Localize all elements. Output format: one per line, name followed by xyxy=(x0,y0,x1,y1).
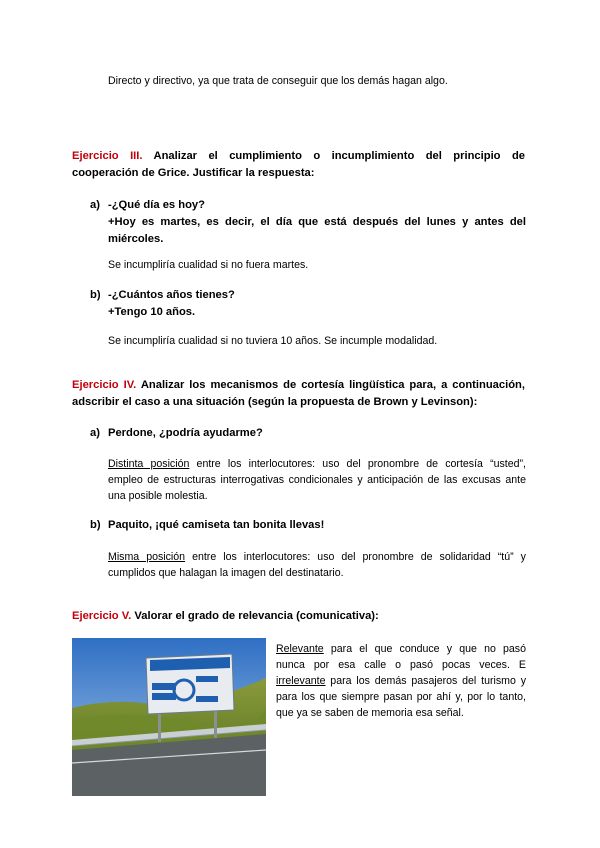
ex4-label: Ejercicio IV. xyxy=(72,379,137,391)
ex4-item-b-l1: entre los interlocutores: uso del pronombre de solidaridad “tú” y xyxy=(185,551,526,563)
ex5-l4: para los que siempre pasan por ahí y, por lo tanto, xyxy=(276,691,526,703)
ex3-item-a-comment: Se incumpliría cualidad si no fuera martes. xyxy=(108,259,309,271)
ex3-item-a-marker: a) xyxy=(90,199,100,211)
ex4-item-a-underlined: Distinta posición xyxy=(108,458,190,470)
ex4-item-b xyxy=(90,517,324,534)
ex3-item-b xyxy=(90,287,526,321)
road-sign-photo xyxy=(72,638,266,796)
ex4-item-a-text xyxy=(108,456,526,504)
ex5-l5: que ya se saben de memoria esa señal. xyxy=(276,707,464,719)
ex3-item-a-question: -¿Qué día es hoy? xyxy=(108,199,205,211)
ex3-label: Ejercicio III. xyxy=(72,150,143,162)
ex4-heading xyxy=(72,377,525,394)
ex5-label: Ejercicio V. xyxy=(72,610,132,622)
ex5-heading xyxy=(72,608,379,625)
ex3-item-b-question: -¿Cuántos años tienes? xyxy=(108,289,235,301)
ex5-title: Valorar el grado de relevancia (comunicativa): xyxy=(131,610,379,622)
road-sign-illustration xyxy=(72,638,266,796)
ex4-item-a-marker: a) xyxy=(90,427,100,439)
intro-line: Directo y directivo, ya que trata de conseguir que los demás hagan algo. xyxy=(108,75,448,87)
ex4-item-b-question: Paquito, ¡qué camiseta tan bonita llevas! xyxy=(108,519,325,531)
ex5-text xyxy=(276,641,526,721)
ex5-irrelevante: irrelevante xyxy=(276,675,326,687)
ex3-item-a-answer-l1: +Hoy es martes, es decir, el día que está después del lunes y antes del xyxy=(108,216,526,228)
ex3-title-l2: cooperación de Grice. Justificar la respuesta: xyxy=(72,167,315,179)
ex3-item-b-comment: Se incumpliría cualidad si no tuviera 10 años. Se incumple modalidad. xyxy=(108,335,438,347)
ex5-l1: para el que conduce y que no pasó xyxy=(323,643,526,655)
ex4-item-b-l2: cumplidos que halagan la imagen del destinatario. xyxy=(108,567,344,579)
ex4-item-b-underlined: Misma posición xyxy=(108,551,186,563)
ex3-heading xyxy=(72,148,525,165)
ex4-item-a xyxy=(90,425,263,442)
ex4-title-l1: Analizar los mecanismos de cortesía lingüística para, a continuación, xyxy=(136,379,525,391)
ex5-l2: nunca por esa calle o pasó pocas veces. E xyxy=(276,659,526,671)
ex4-title-l2: adscribir el caso a una situación (según la propuesta de Brown y Levinson): xyxy=(72,396,478,408)
ex4-item-b-text xyxy=(108,549,526,581)
ex3-title-l1: Analizar el cumplimiento o incumplimiento del principio de xyxy=(142,150,525,162)
ex4-item-b-marker: b) xyxy=(90,519,101,531)
ex3-item-b-answer: +Tengo 10 años. xyxy=(108,306,196,318)
ex4-item-a-l1: entre los interlocutores: uso del pronombre de cortesía “usted”, xyxy=(189,458,527,470)
ex3-item-a-answer-l2: miércoles. xyxy=(108,233,164,245)
ex5-relevante: Relevante xyxy=(276,643,324,655)
ex4-item-a-l2: empleo de estructuras interrogativas condicionales y anticipación de las excusas ante xyxy=(108,474,526,486)
ex4-item-a-l3: una posible molestia. xyxy=(108,490,208,502)
ex5-l3: para los demás pasajeros del turismo y xyxy=(325,675,526,687)
ex3-item-a xyxy=(90,197,526,248)
ex3-item-b-marker: b) xyxy=(90,289,101,301)
ex4-item-a-question: Perdone, ¿podría ayudarme? xyxy=(108,427,263,439)
